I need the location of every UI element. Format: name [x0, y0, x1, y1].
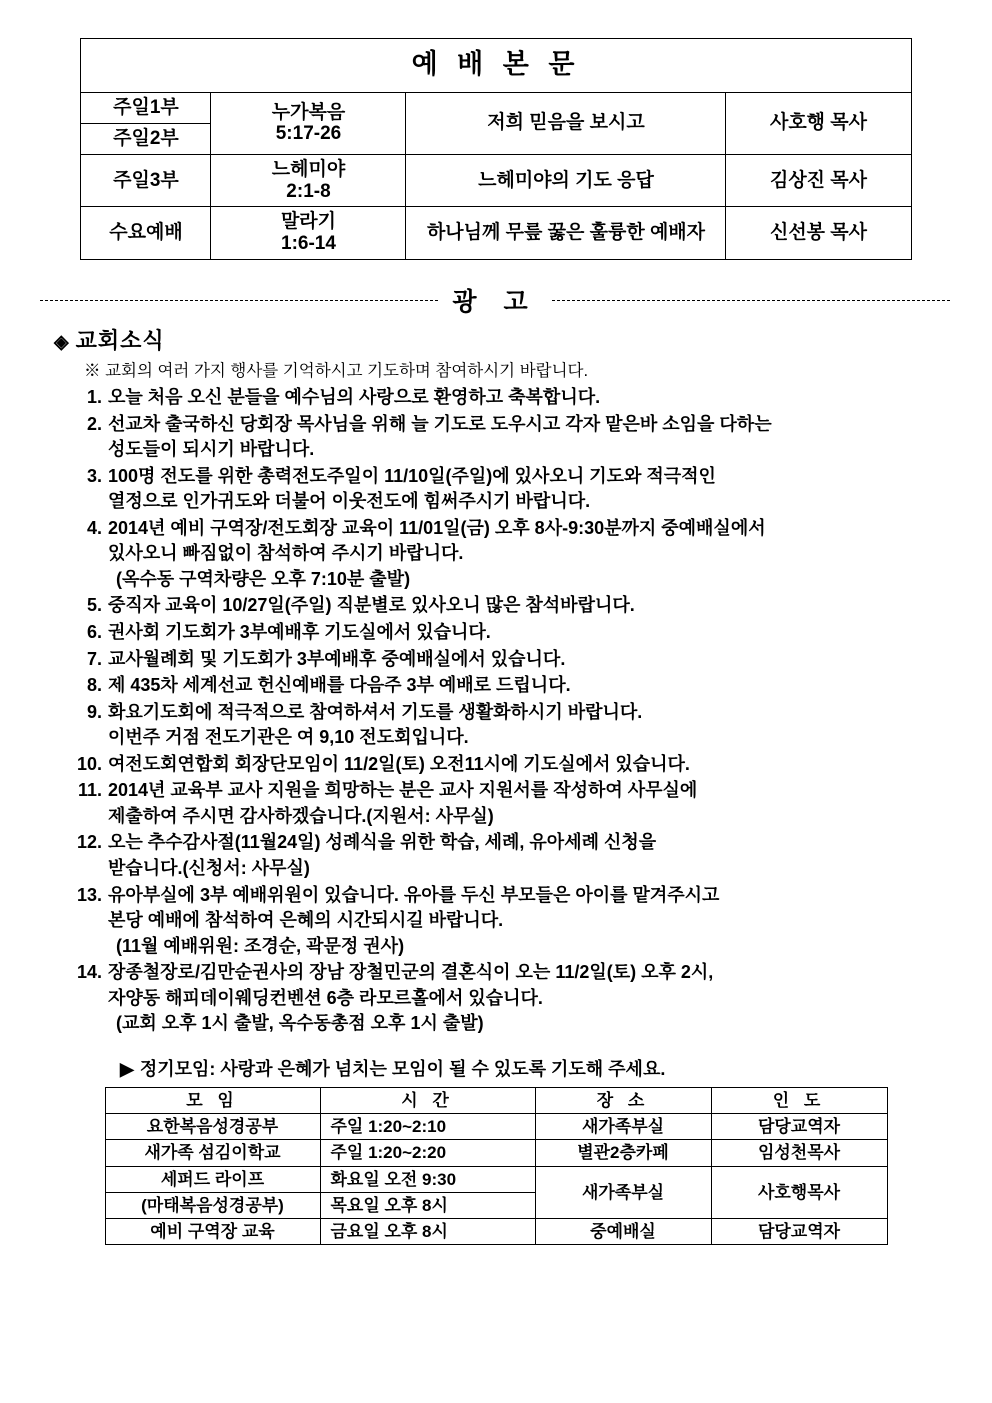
item-number: 12. — [76, 832, 102, 853]
meeting-name — [105, 1166, 320, 1192]
item-line: 받습니다.(신청서: 사무실) — [108, 857, 310, 878]
list-item — [66, 620, 952, 646]
table-row — [105, 1166, 887, 1192]
worship-part: 주일2부 — [81, 123, 211, 154]
meeting-name: 요한복음성경공부 — [105, 1114, 320, 1140]
worship-topic: 하나님께 무릎 꿇은 훌륭한 예배자 — [406, 207, 726, 260]
column-header-time: 시 간 — [320, 1087, 535, 1113]
worship-preacher: 김상진 목사 — [726, 154, 911, 207]
column-header-leader: 인 도 — [711, 1087, 887, 1113]
worship-preacher: 사호행 목사 — [726, 93, 911, 155]
item-line: 2014년 교육부 교사 지원을 희망하는 분은 교사 지원서를 작성하여 사무실에 — [108, 780, 698, 801]
item-line: 있사오니 빠짐없이 참석하여 주시기 바랍니다. — [108, 543, 464, 564]
meeting-place: 새가족부실 — [535, 1166, 711, 1219]
column-header-meeting: 모 임 — [105, 1087, 320, 1113]
worship-table-title: 예 배 본 문 — [81, 39, 911, 93]
item-number: 13. — [76, 884, 102, 905]
list-item — [66, 516, 952, 593]
list-item — [66, 700, 952, 751]
list-item — [66, 778, 952, 829]
table-row — [105, 1140, 887, 1166]
item-line: 이번주 거점 전도기관은 여 9,10 전도회입니다. — [108, 727, 469, 748]
diamond-icon: ◈ — [54, 332, 70, 354]
worship-topic: 저희 믿음을 보시고 — [406, 93, 726, 155]
meeting-name-main: 세퍼드 라이프 — [160, 1169, 265, 1189]
item-line: 제출하여 주시면 감사하겠습니다.(지원서: 사무실) — [108, 805, 494, 826]
list-item — [66, 385, 952, 411]
item-line: 2014년 예비 구역장/전도회장 교육이 11/01일(금) 오후 8사-9:30분까지 중예배실에서 — [108, 517, 766, 538]
item-line: 자양동 해피데이웨딩컨벤션 6층 라모르홀에서 있습니다. — [108, 987, 543, 1008]
worship-reference: 누가복음 5:17-26 — [211, 93, 406, 155]
item-number: 5. — [86, 595, 102, 616]
list-item — [66, 464, 952, 515]
meeting-place: 새가족부실 — [535, 1114, 711, 1140]
announcements-title: 광 고 — [452, 288, 538, 317]
list-item — [66, 752, 952, 778]
item-number: 10. — [76, 753, 102, 774]
item-line: (교회 오후 1시 출발, 옥수동총점 오후 1시 출발) — [116, 1013, 484, 1034]
meeting-leader: 담당교역자 — [711, 1219, 887, 1245]
meeting-time: 금요일 오후 8시 — [320, 1219, 535, 1245]
worship-preacher: 신선봉 목사 — [726, 207, 911, 260]
table-header-row — [105, 1087, 887, 1113]
meeting-name: 예비 구역장 교육 — [105, 1219, 320, 1245]
item-line: 오늘 처음 오신 분들을 예수님의 사랑으로 환영하고 축복합니다. — [108, 387, 601, 408]
meeting-place: 별관2층카페 — [535, 1140, 711, 1166]
item-line: 유아부실에 3부 예배위원이 있습니다. 유아를 두신 부모들은 아이를 맡겨주시고 — [108, 884, 720, 905]
item-line: (11월 예배위원: 조경순, 곽문정 권사) — [116, 935, 405, 956]
meeting-name: 새가족 섬김이학교 — [105, 1140, 320, 1166]
item-number: 11. — [77, 780, 102, 801]
item-number: 1. — [86, 387, 102, 408]
item-number: 6. — [86, 622, 102, 643]
item-line: 성도들이 되시기 바랍니다. — [108, 439, 315, 460]
triangle-icon: ▶ — [120, 1058, 134, 1079]
announcements-divider — [40, 282, 950, 318]
table-row — [81, 154, 911, 207]
worship-part: 주일3부 — [81, 154, 211, 207]
item-line: 오는 추수감사절(11월24일) 성례식을 위한 학습, 세례, 유아세례 신청을 — [108, 832, 657, 853]
item-line: (옥수동 구역차량은 오후 7:10분 출발) — [116, 568, 411, 589]
item-line: 권사회 기도회가 3부예배후 기도실에서 있습니다. — [108, 622, 491, 643]
item-line: 본당 예배에 참석하여 은혜의 시간되시길 바랍니다. — [108, 910, 504, 931]
regular-meetings-label: 정기모임: — [139, 1058, 216, 1079]
meeting-time-second: 목요일 오후 8시 — [320, 1192, 535, 1218]
item-number: 14. — [76, 962, 102, 983]
meeting-leader: 담당교역자 — [711, 1114, 887, 1140]
meeting-leader: 사호행목사 — [711, 1166, 887, 1219]
item-line: 여전도회연합회 회장단모임이 11/2일(토) 오전11시에 기도실에서 있습니다. — [108, 753, 690, 774]
item-number: 7. — [86, 648, 102, 669]
list-item — [66, 830, 952, 881]
table-row — [81, 93, 911, 124]
item-line: 100명 전도를 위한 총력전도주일이 11/10일(주일)에 있사오니 기도와 적극적인 — [108, 465, 716, 486]
worship-part: 수요예배 — [81, 207, 211, 260]
divider-left — [40, 300, 438, 301]
item-line: 선교차 출국하신 당회장 목사님을 위해 늘 기도로 도우시고 각자 맡은바 소임을 다하는 — [108, 413, 772, 434]
news-list — [40, 385, 952, 1037]
table-row — [81, 39, 911, 93]
meeting-time: 화요일 오전 9:30 — [320, 1166, 535, 1192]
item-line: 열정으로 인가귀도와 더불어 이웃전도에 힘써주시기 바랍니다. — [108, 491, 591, 512]
meetings-table — [105, 1087, 888, 1246]
item-number: 2. — [86, 413, 102, 434]
list-item — [66, 673, 952, 699]
divider-right — [552, 300, 950, 301]
column-header-place: 장 소 — [535, 1087, 711, 1113]
list-item — [66, 960, 952, 1037]
meeting-time: 주일 1:20~2:20 — [320, 1140, 535, 1166]
item-number: 8. — [86, 675, 102, 696]
regular-meetings-heading — [120, 1055, 952, 1081]
table-row — [81, 207, 911, 260]
list-item — [66, 593, 952, 619]
regular-meetings-subtext: 사랑과 은혜가 넘치는 모임이 될 수 있도록 기도해 주세요. — [220, 1058, 666, 1079]
item-number: 3. — [86, 465, 102, 486]
item-number: 4. — [86, 517, 102, 538]
church-news-note: ※ 교회의 여러 가지 행사를 기억하시고 기도하며 참여하시기 바랍니다. — [84, 362, 589, 381]
worship-reference: 말라기 1:6-14 — [211, 207, 406, 260]
church-news-label: 교회소식 — [75, 328, 165, 354]
worship-part: 주일1부 — [81, 93, 211, 124]
worship-table — [80, 38, 911, 260]
list-item — [66, 883, 952, 960]
church-news-heading — [54, 324, 952, 355]
item-line: 제 435차 세계선교 헌신예배를 다음주 3부 예배로 드립니다. — [108, 675, 571, 696]
list-item — [66, 647, 952, 673]
item-line: 중직자 교육이 10/27일(주일) 직분별로 있사오니 많은 참석바랍니다. — [108, 595, 635, 616]
table-row — [105, 1114, 887, 1140]
meeting-time: 주일 1:20~2:10 — [320, 1114, 535, 1140]
worship-reference: 느헤미야 2:1-8 — [211, 154, 406, 207]
table-row — [105, 1219, 887, 1245]
meeting-place: 중예배실 — [535, 1219, 711, 1245]
item-line: 화요기도회에 적극적으로 참여하셔서 기도를 생활화하시기 바랍니다. — [108, 701, 643, 722]
list-item — [66, 412, 952, 463]
item-number: 9. — [86, 701, 102, 722]
item-line: 장종철장로/김만순권사의 장남 장철민군의 결혼식이 오는 11/2일(토) 오후 2시, — [108, 962, 714, 983]
item-line: 교사월례회 및 기도회가 3부예배후 중예배실에서 있습니다. — [108, 648, 566, 669]
meeting-leader: 임성천목사 — [711, 1140, 887, 1166]
worship-topic: 느헤미야의 기도 응답 — [406, 154, 726, 207]
meeting-name-sub: (마태복음성경공부) — [105, 1192, 320, 1218]
